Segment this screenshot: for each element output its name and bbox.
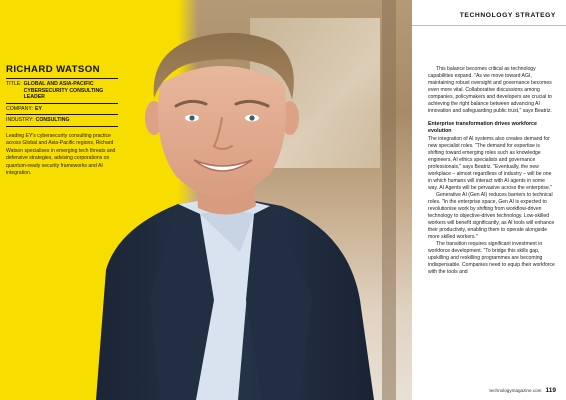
article-subheading: Enterprise transformation drives workforce evolution [428, 121, 537, 135]
company-label: COMPANY: [6, 105, 33, 112]
industry-row [6, 115, 118, 127]
article-column [412, 0, 566, 400]
page-number: 119 [545, 387, 556, 394]
industry-label: INDUSTRY: [6, 117, 34, 124]
paragraph-4: The transition requires significant investment in workforce development. "To bridge this skills gap, upskilling and reskilling programmes are becoming indispensable. Companies need to equip their workforce with the tools and [428, 241, 555, 276]
section-title: TECHNOLOGY STRATEGY [459, 12, 556, 19]
running-header [412, 0, 566, 26]
industry-value: CONSULTING [35, 117, 70, 124]
profile-card [6, 64, 118, 177]
page-footer [489, 387, 556, 394]
face [158, 66, 286, 198]
article-body [428, 66, 556, 276]
title-value: GLOBAL AND ASIA-PACIFIC CYBERSECURITY CONSULTING LEADER [23, 81, 104, 101]
paragraph-2: The integration of AI systems also creates demand for new specialist roles. "The demand for expertise is shifting toward emerging roles such as knowledge engineers, AI ethics specialists and governance professionals," says Beatriz. "Eventually, the new workplace – almost regardless of industry – will be one in which humans will interact with AI agents in some way. AI Agents will be pervasive across the enterprise." [428, 135, 553, 191]
company-row [6, 104, 118, 116]
paragraph-3: Generative AI (Gen AI) reduces barriers to technical roles. "In the enterprise space, Gen AI is expected to revolutionise work by shifting from workflow-driven technology to objective-driven technology. Low-skilled workers will benefit significantly, as AI tools will enhance their productivity, enabling them to operate alongside more skilled workers." [428, 191, 555, 241]
person-name: RICHARD WATSON [6, 64, 118, 79]
company-value: EY [35, 105, 42, 112]
paragraph-1: This balance becomes critical as technology capabilities expand. "As we move toward AGI, maintaining robust oversight and governance becomes even more vital. Collaborative discussions among companies, policymakers and developers are crucial to achieving the right balance between advancing AI innovation and safeguarding public trust," says Beatriz. [428, 66, 553, 115]
profile-bio: Leading EY's cybersecurity consulting practice across Global and Asia-Pacific regions, Richard Watson specialises in emerging tech threats and defensive strategies, advising corporations on quantum-ready security frameworks and AI integration. [6, 132, 116, 176]
title-label: TITLE: [6, 81, 22, 87]
title-row [6, 79, 118, 104]
footer-url: technologymagazine.com [489, 388, 542, 393]
